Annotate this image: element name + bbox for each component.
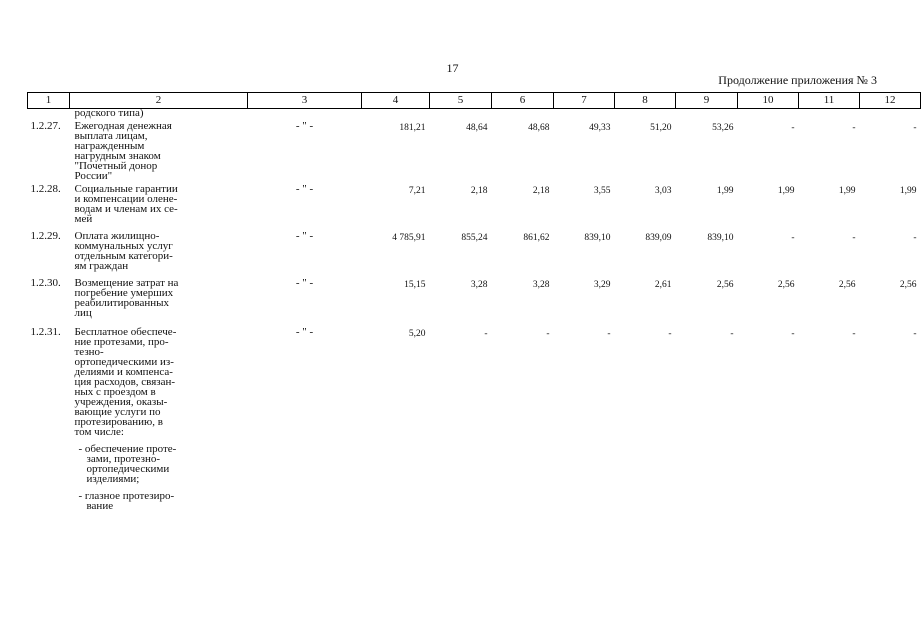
sub-item-line: вание (86, 500, 114, 512)
row-name-line: Социальные гарантии (74, 183, 178, 195)
carry-over-text: родского типа) (74, 107, 144, 119)
row-value: 51,20 (650, 123, 672, 133)
row-name-line: Бесплатное обеспече- (74, 326, 177, 338)
row-value: 4 785,91 (392, 233, 426, 243)
row-name-line: том числе: (74, 426, 124, 438)
row-name-line: России" (74, 170, 113, 182)
row-value: 3,28 (470, 280, 488, 290)
row-name-line: коммунальных услуг (74, 240, 173, 252)
row-value: 1,99 (777, 186, 795, 196)
column-header: 7 (554, 93, 615, 109)
row-value: 3,28 (532, 280, 550, 290)
row-unit: - " - (295, 277, 314, 289)
row-value: 839,10 (707, 233, 734, 243)
row-name (70, 118, 248, 181)
row-name-line: мей (74, 213, 93, 225)
row-name-line: Ежегодная денежная (74, 120, 172, 132)
row-name-line: погребение умерших (74, 287, 174, 299)
row-value: - (913, 329, 917, 339)
row-code: 1.2.28. (30, 183, 61, 195)
row-value: 2,56 (838, 280, 856, 290)
row-value: 855,24 (461, 233, 488, 243)
column-header: 6 (492, 93, 554, 109)
column-header: 12 (860, 93, 921, 109)
row-code: 1.2.30. (30, 277, 61, 289)
row-unit: - " - (295, 326, 314, 338)
column-header: 3 (248, 93, 362, 109)
sub-item-line: - обеспечение проте- (78, 443, 177, 455)
column-header: 11 (799, 93, 860, 109)
row-code: 1.2.31. (30, 326, 61, 338)
row-value: 181,21 (399, 123, 426, 133)
row-name-line: награжденным (74, 140, 145, 152)
row-name-line: Оплата жилищно- (74, 230, 160, 242)
sub-item-line: - глазное протезиро- (78, 490, 175, 502)
row-value: - (852, 123, 856, 133)
row-value: - (791, 123, 795, 133)
row-name-line: протезированию, в (74, 416, 163, 428)
row-value: 2,18 (532, 186, 550, 196)
row-name-line: выплата лицам, (74, 130, 148, 142)
row-value: - (852, 329, 856, 339)
row-value: 48,68 (528, 123, 550, 133)
row-value: - (852, 233, 856, 243)
row-value: - (730, 329, 734, 339)
row-value: 1,99 (838, 186, 856, 196)
sub-item (75, 437, 246, 484)
table-row (28, 118, 921, 181)
row-unit: - " - (295, 230, 314, 242)
row-value: 861,62 (523, 233, 550, 243)
row-name-line: ных с проездом в (74, 386, 156, 398)
row-value: - (546, 329, 550, 339)
row-value: - (913, 123, 917, 133)
row-value: 49,33 (589, 123, 611, 133)
row-value: 2,56 (777, 280, 795, 290)
column-header: 5 (430, 93, 492, 109)
row-value: 2,56 (899, 280, 917, 290)
row-value: - (484, 329, 488, 339)
table-row (28, 228, 921, 275)
row-value: - (791, 329, 795, 339)
row-code: 1.2.27. (30, 120, 61, 132)
row-value: 1,99 (716, 186, 734, 196)
row-name-line: "Почетный донор (74, 160, 158, 172)
column-header: 4 (362, 93, 430, 109)
continuation-label: Продолжение приложения № 3 (718, 73, 877, 87)
carry-over-row (28, 109, 921, 119)
row-name-line: нагрудным знаком (74, 150, 161, 162)
row-value: - (913, 233, 917, 243)
row-value: 53,26 (712, 123, 734, 133)
row-code: 1.2.29. (30, 230, 61, 242)
header-row (28, 93, 921, 109)
page-number: 17 (446, 61, 459, 75)
row-name-line: ям граждан (74, 260, 129, 272)
row-name-line: ция расходов, связан- (74, 376, 176, 388)
row-name-line: отдельным категори- (74, 250, 173, 262)
column-header: 10 (738, 93, 799, 109)
row-name-line: водам и членам их се- (74, 203, 178, 215)
row-value: - (607, 329, 611, 339)
row-value: 2,18 (470, 186, 488, 196)
row-name-line: вающие услуги по (74, 406, 161, 418)
column-header: 1 (28, 93, 70, 109)
table-row (28, 181, 921, 228)
row-value: 1,99 (899, 186, 917, 196)
row-unit: - " - (295, 183, 314, 195)
row-value: 839,09 (645, 233, 672, 243)
row-name-line: ортопедическими из- (74, 356, 174, 368)
row-value: 15,15 (404, 280, 426, 290)
row-name-line: реабилитированных (74, 297, 170, 309)
row-value: 7,21 (408, 186, 426, 196)
row-value: 2,56 (716, 280, 734, 290)
sub-item-line: ортопедическими (86, 463, 170, 475)
row-unit: - " - (295, 120, 314, 132)
row-value: 3,29 (593, 280, 611, 290)
sub-item-line: изделиями; (86, 473, 140, 485)
budget-table (27, 92, 921, 574)
row-name-line: учреждения, оказы- (74, 396, 168, 408)
row-name-line: делиями и компенса- (74, 366, 173, 378)
row-value: 3,03 (654, 186, 672, 196)
row-value: 2,61 (654, 280, 672, 290)
row-value: - (668, 329, 672, 339)
column-header: 8 (615, 93, 676, 109)
row-name-line: тезно- (74, 346, 104, 358)
row-value: 48,64 (466, 123, 488, 133)
row-name (70, 181, 248, 228)
row-name-line: Возмещение затрат на (74, 277, 179, 289)
column-header: 9 (676, 93, 738, 109)
sub-item (75, 484, 246, 511)
row-name (70, 275, 248, 324)
row-name-line: лиц (74, 307, 92, 319)
row-name (70, 228, 248, 275)
row-value: 3,55 (593, 186, 611, 196)
row-name (70, 324, 248, 574)
row-value: 5,20 (408, 329, 426, 339)
row-name-line: ние протезами, про- (74, 336, 169, 348)
row-name-line: и компенсации олене- (74, 193, 178, 205)
table-row (28, 275, 921, 324)
table-row (28, 324, 921, 574)
column-header: 2 (70, 93, 248, 109)
row-value: 839,10 (584, 233, 611, 243)
row-value: - (791, 233, 795, 243)
sub-item-line: зами, протезно- (86, 453, 161, 465)
